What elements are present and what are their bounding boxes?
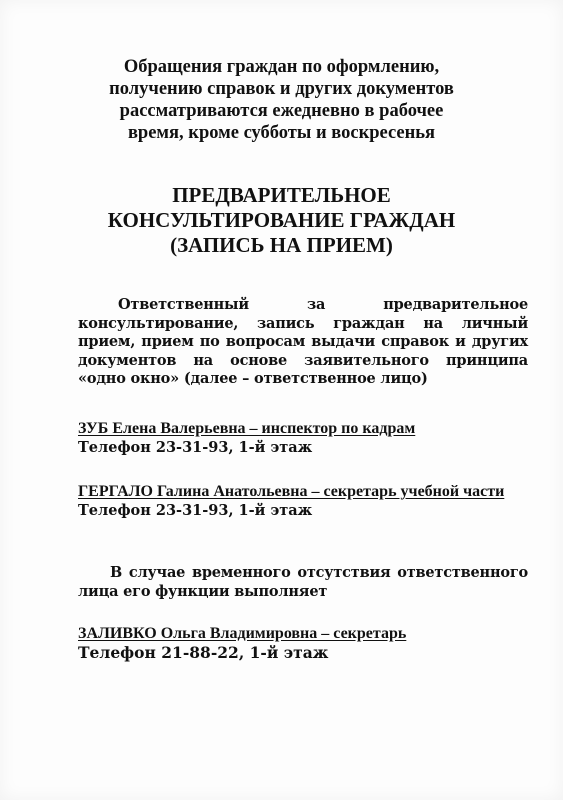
responsible-description: Ответственный за предварительное консультирование, запись граждан на личный прием, прием по вопросам выдачи справок и других документов на основе заявительного принципа «одно окно» (далее – ответственное лицо) [78,296,528,387]
contact-name-text: ГЕРГАЛО Галина Анатольевна – секретарь учебной части [78,483,505,500]
substitute-phone: Телефон 21-88-22, 1-й этаж [78,643,329,662]
page-title [40,183,523,258]
contact-block [78,419,528,457]
intro-line: рассматриваются ежедневно в рабочее [119,101,444,121]
contact-name [78,482,528,501]
contact-block [78,482,528,520]
title-line: КОНСУЛЬТИРОВАНИЕ ГРАЖДАН [107,208,456,232]
contact-phone: Телефон 23-31-93, 1-й этаж [78,439,313,456]
intro-line: Обращения граждан по оформлению, [123,57,440,77]
title-line: (ЗАПИСЬ НА ПРИЕМ) [170,233,393,257]
contact-phone: Телефон 23-31-93, 1-й этаж [78,502,313,519]
intro-line: время, кроме субботы и воскресенья [127,123,436,143]
title-line: ПРЕДВАРИТЕЛЬНОЕ [172,183,391,207]
contact-name-text: ЗУБ Елена Валерьевна – инспектор по кадрам [78,420,416,437]
intro-notice [40,56,523,144]
substitute-name-text: ЗАЛИВКО Ольга Владимировна – секретарь [78,625,407,642]
absence-note: В случае временного отсутствия ответственного лица его функции выполняет [78,564,528,600]
contact-name [78,419,528,438]
intro-line: получению справок и других документов [109,79,454,99]
substitute-block [78,624,528,662]
substitute-name [78,624,528,643]
